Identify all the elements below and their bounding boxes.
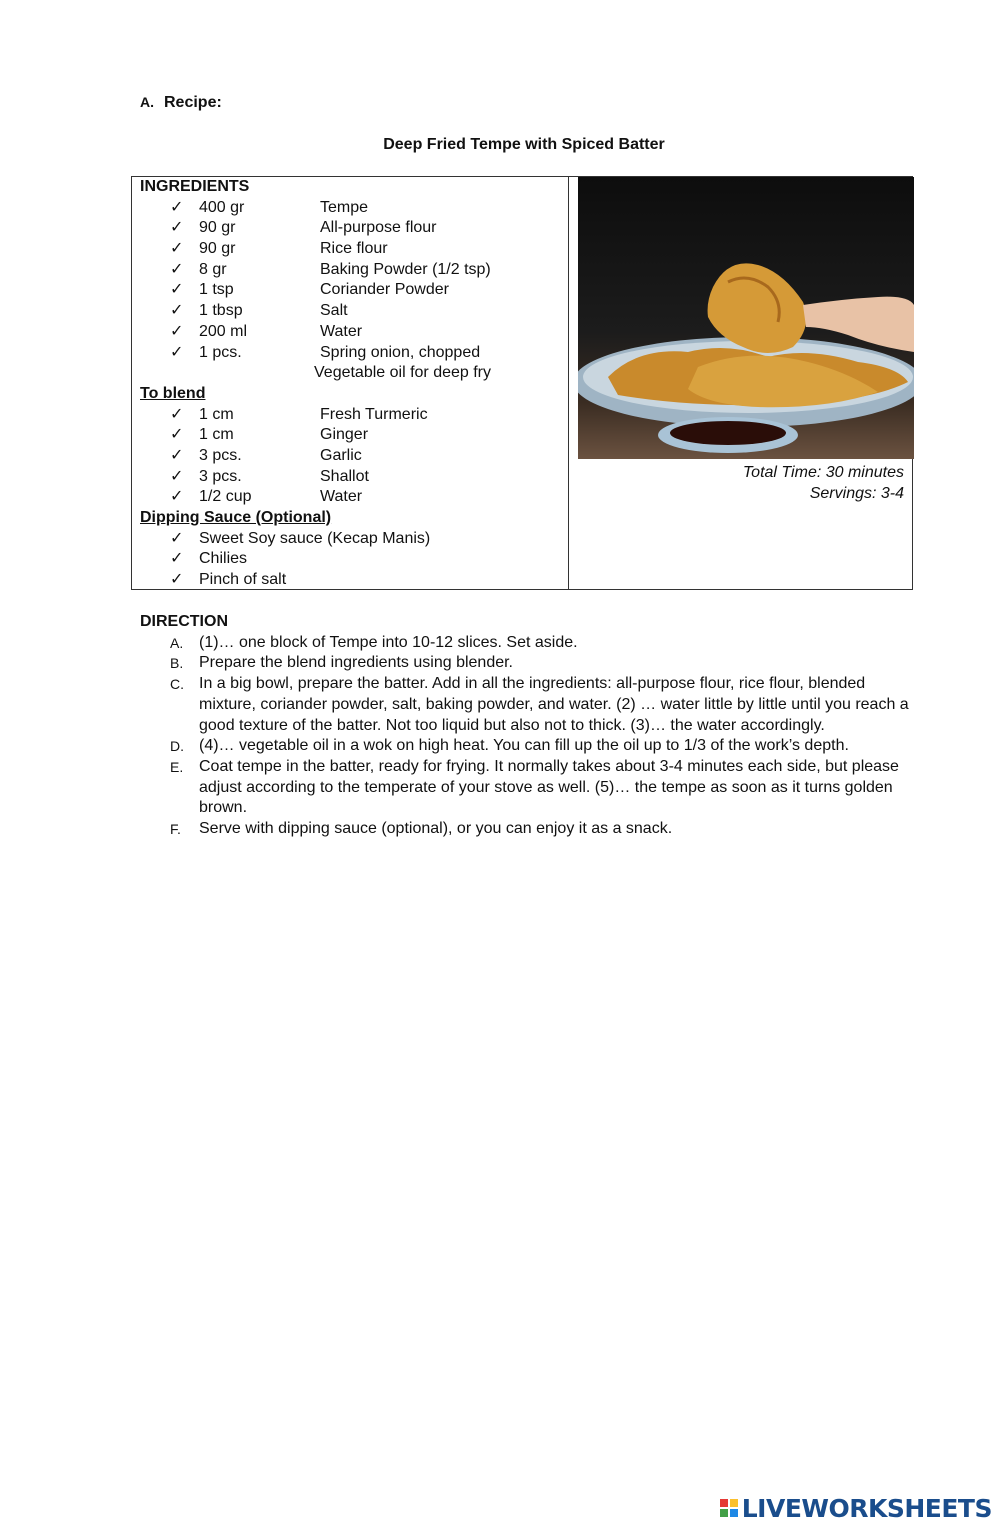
- ingredient-row: [140, 343, 565, 364]
- sauce-row: [140, 570, 565, 591]
- ingredient-row: [140, 239, 565, 260]
- recipe-title: Deep Fried Tempe with Spiced Batter: [383, 136, 665, 153]
- direction-section: [140, 612, 910, 840]
- section-letter: A.: [140, 94, 154, 110]
- check-icon: ✓: [170, 529, 184, 547]
- ingredient-row: [140, 322, 565, 343]
- step-letter: A.: [170, 634, 184, 651]
- check-icon: ✓: [170, 260, 184, 278]
- check-icon: ✓: [170, 343, 184, 361]
- column-divider: [568, 177, 569, 589]
- direction-step: [140, 674, 910, 736]
- sauce-row: [140, 549, 565, 570]
- blend-item-qty: 1 cm: [199, 405, 234, 423]
- sauce-list: [140, 529, 565, 591]
- step-text: Serve with dipping sauce (optional), or you can enjoy it as a snack.: [199, 820, 673, 838]
- ingredient-name: Tempe: [320, 198, 369, 216]
- check-icon: ✓: [170, 281, 184, 299]
- step-letter: C.: [170, 676, 184, 693]
- check-icon: ✓: [170, 446, 184, 464]
- ingredient-name: Coriander Powder: [320, 281, 449, 299]
- ingredient-qty: 90 gr: [199, 240, 236, 258]
- ingredient-row: [140, 198, 565, 219]
- ingredients-header: INGREDIENTS: [140, 178, 250, 195]
- step-text: Prepare the blend ingredients using blender.: [199, 654, 513, 672]
- recipe-meta: [743, 463, 904, 504]
- direction-header: DIRECTION: [140, 613, 228, 630]
- check-icon: ✓: [170, 571, 184, 589]
- ingredient-qty: 90 gr: [199, 219, 236, 237]
- ingredient-qty: 8 gr: [199, 260, 227, 278]
- ingredient-row: [140, 260, 565, 281]
- logo-blocks-icon: [720, 1499, 738, 1517]
- step-letter: D.: [170, 738, 184, 755]
- ingredient-row: [140, 301, 565, 322]
- step-letter: E.: [170, 758, 184, 775]
- check-icon: ✓: [170, 550, 184, 568]
- blend-item-name: Fresh Turmeric: [320, 405, 428, 423]
- section-label: Recipe:: [164, 94, 222, 111]
- ingredient-qty: 1 tbsp: [199, 302, 243, 320]
- check-icon: ✓: [170, 405, 184, 423]
- ingredient-extra-row: [140, 363, 565, 384]
- blend-header: To blend: [140, 384, 206, 402]
- ingredient-name: All-purpose flour: [320, 219, 437, 237]
- ingredient-name: Rice flour: [320, 240, 388, 258]
- fried-tempe-photo: [578, 177, 914, 459]
- check-icon: ✓: [170, 322, 184, 340]
- direction-step: [140, 653, 910, 674]
- step-letter: F.: [170, 821, 181, 838]
- blend-item-row: [140, 467, 565, 488]
- logo-text: LIVEWORKSHEETS: [741, 1493, 992, 1523]
- ingredient-name: Salt: [320, 302, 348, 320]
- sauce-item: Pinch of salt: [199, 571, 287, 589]
- blend-list: [140, 405, 565, 508]
- total-time: Total Time: 30 minutes: [742, 464, 904, 481]
- blend-item-row: [140, 487, 565, 508]
- blend-item-name: Shallot: [320, 467, 369, 485]
- logo-block-l: [720, 1499, 728, 1507]
- check-icon: ✓: [170, 302, 184, 320]
- blend-item-row: [140, 425, 565, 446]
- check-icon: ✓: [170, 198, 184, 216]
- blend-item-row: [140, 446, 565, 467]
- servings: Servings: 3-4: [809, 484, 904, 502]
- check-icon: ✓: [170, 426, 184, 444]
- ingredient-row: [140, 218, 565, 239]
- blend-item-name: Garlic: [320, 446, 362, 464]
- blend-item-qty: 1 cm: [199, 426, 234, 444]
- ingredient-name: Spring onion, chopped: [320, 343, 481, 361]
- direction-step: [140, 736, 910, 757]
- step-text: (1)… one block of Tempe into 10-12 slices. Set aside.: [199, 633, 578, 651]
- step-text: In a big bowl, prepare the batter. Add in all the ingredients: all-purpose flour, rice flour, blended mixture, coriander powder, salt, baking powder, and water. (2) … water little by little until you reach a good texture of the batter. Not too liquid but also not to thick. (3)… the water accordingly.: [199, 675, 909, 734]
- blend-item-name: Water: [320, 488, 363, 506]
- blend-item-row: [140, 405, 565, 426]
- ingredient-qty: 400 gr: [199, 198, 245, 216]
- ingredients-list: [140, 198, 565, 364]
- blend-item-qty: 3 pcs.: [199, 446, 242, 464]
- check-icon: ✓: [170, 488, 184, 506]
- direction-steps: [140, 633, 910, 840]
- ingredient-extra: Vegetable oil for deep fry: [314, 364, 492, 382]
- step-letter: B.: [170, 655, 184, 672]
- check-icon: ✓: [170, 240, 184, 258]
- sauce-item: Sweet Soy sauce (Kecap Manis): [199, 529, 431, 547]
- blend-item-name: Ginger: [320, 426, 369, 444]
- section-heading: [140, 94, 222, 112]
- fried-tempe-illustration: [578, 177, 914, 459]
- ingredient-name: Baking Powder (1/2 tsp): [320, 260, 491, 278]
- direction-step: [140, 757, 910, 819]
- ingredient-qty: 1 pcs.: [199, 343, 242, 361]
- direction-step: [140, 819, 910, 840]
- step-text: (4)… vegetable oil in a wok on high heat. You can fill up the oil up to 1/3 of the work’s depth.: [199, 737, 849, 755]
- ingredient-qty: 200 ml: [199, 322, 248, 340]
- direction-step: [140, 633, 910, 654]
- sauce-item: Chilies: [199, 550, 248, 568]
- sauce-header: Dipping Sauce (Optional): [140, 509, 332, 527]
- check-icon: ✓: [170, 467, 184, 485]
- step-text: Coat tempe in the batter, ready for frying. It normally takes about 3-4 minutes each side, but please adjust according to the temperate of your stove as well. (5)… the tempe as soon as it turns golden brown.: [199, 757, 899, 817]
- liveworksheets-logo: [720, 1495, 992, 1521]
- logo-block-e: [730, 1509, 738, 1517]
- ingredient-qty: 1 tsp: [199, 281, 234, 299]
- ingredient-row: [140, 280, 565, 301]
- ingredients-column: [140, 177, 565, 591]
- logo-block-v: [720, 1509, 728, 1517]
- ingredient-name: Water: [320, 322, 363, 340]
- blend-item-qty: 3 pcs.: [199, 467, 242, 485]
- sauce-row: [140, 529, 565, 550]
- recipe-table: [131, 176, 913, 590]
- check-icon: ✓: [170, 219, 184, 237]
- logo-block-i: [730, 1499, 738, 1507]
- blend-item-qty: 1/2 cup: [199, 488, 252, 506]
